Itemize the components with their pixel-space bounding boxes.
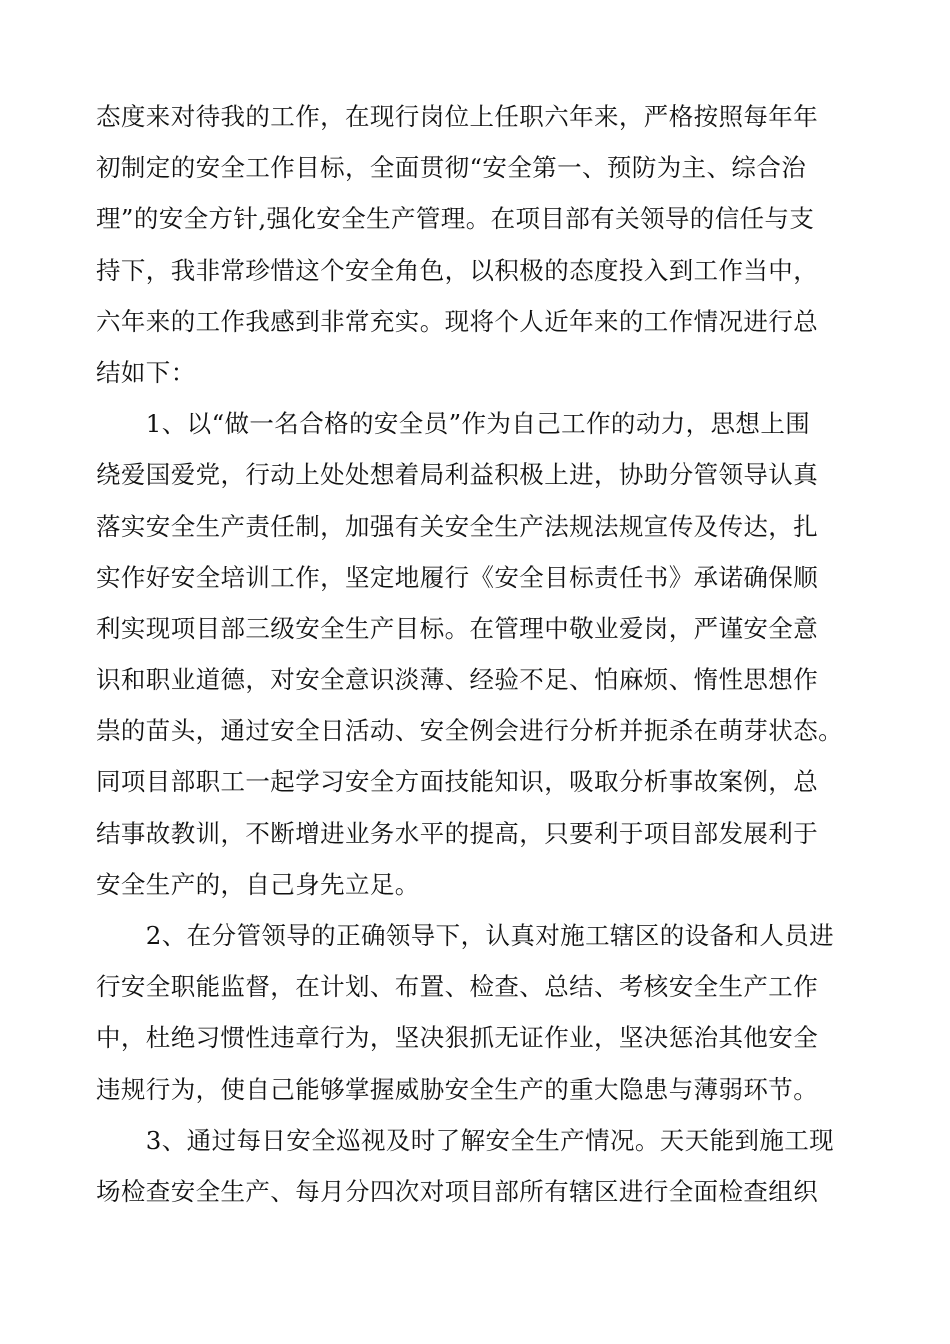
point-3-paragraph	[96, 1115, 856, 1217]
text-line: 2、在分管领导的正确领导下，认真对施工辖区的设备和人员进	[96, 921, 835, 950]
point-2-paragraph	[96, 910, 856, 1115]
text-line: 同项目部职工一起学习安全方面技能知识，吸取分析事故案例，总	[96, 767, 819, 797]
text-line: 识和职业道德，对安全意识淡薄、经验不足、怕麻烦、惰性思想作	[96, 665, 819, 695]
text-line: 态度来对待我的工作，在现行岗位上任职六年来，严格按照每年年	[96, 102, 819, 131]
text-line: 绕爱国爱党，行动上处处想着局利益积极上进，协助分管领导认真	[96, 460, 819, 490]
text-line: 利实现项目部三级安全生产目标。在管理中敬业爱岗，严谨安全意	[96, 613, 819, 643]
text-line: 场检查安全生产、每月分四次对项目部所有辖区进行全面检查组织	[96, 1176, 819, 1206]
intro-paragraph	[96, 91, 856, 398]
text-line: 结事故教训，不断增进业务水平的提高，只要利于项目部发展利于	[96, 818, 819, 848]
text-line: 行安全职能监督，在计划、布置、检查、总结、考核安全生产工作	[96, 972, 819, 1002]
text-line: 3、通过每日安全巡视及时了解安全生产情况。天天能到施工现	[96, 1125, 835, 1155]
point-1-paragraph	[96, 398, 856, 910]
text-line: 持下，我非常珍惜这个安全角色，以积极的态度投入到工作当中，	[96, 255, 819, 285]
text-line: 祟的苗头，通过安全日活动、安全例会进行分析并扼杀在萌芽状态。	[96, 716, 843, 746]
text-line: 理”的安全方针,强化安全生产管理。在项目部有关领导的信任与支	[96, 204, 815, 234]
text-line: 初制定的安全工作目标，全面贯彻“安全第一、预防为主、综合治	[96, 153, 807, 183]
text-line: 落实安全生产责任制，加强有关安全生产法规法规宣传及传达，扎	[96, 511, 819, 541]
text-line: 结如下：	[96, 357, 196, 387]
text-line: 六年来的工作我感到非常充实。现将个人近年来的工作情况进行总	[96, 306, 819, 336]
text-line: 中，杜绝习惯性违章行为，坚决狠抓无证作业，坚决惩治其他安全	[96, 1023, 819, 1053]
text-line: 违规行为，使自己能够掌握威胁安全生产的重大隐患与薄弱环节。	[96, 1074, 819, 1104]
text-line: 安全生产的，自己身先立足。	[96, 869, 420, 899]
text-line: 实作好安全培训工作，坚定地履行《安全目标责任书》承诺确保顺	[96, 562, 819, 592]
document-body	[96, 91, 856, 1217]
text-line: 1、以“做一名合格的安全员”作为自己工作的动力，思想上围	[96, 409, 811, 439]
